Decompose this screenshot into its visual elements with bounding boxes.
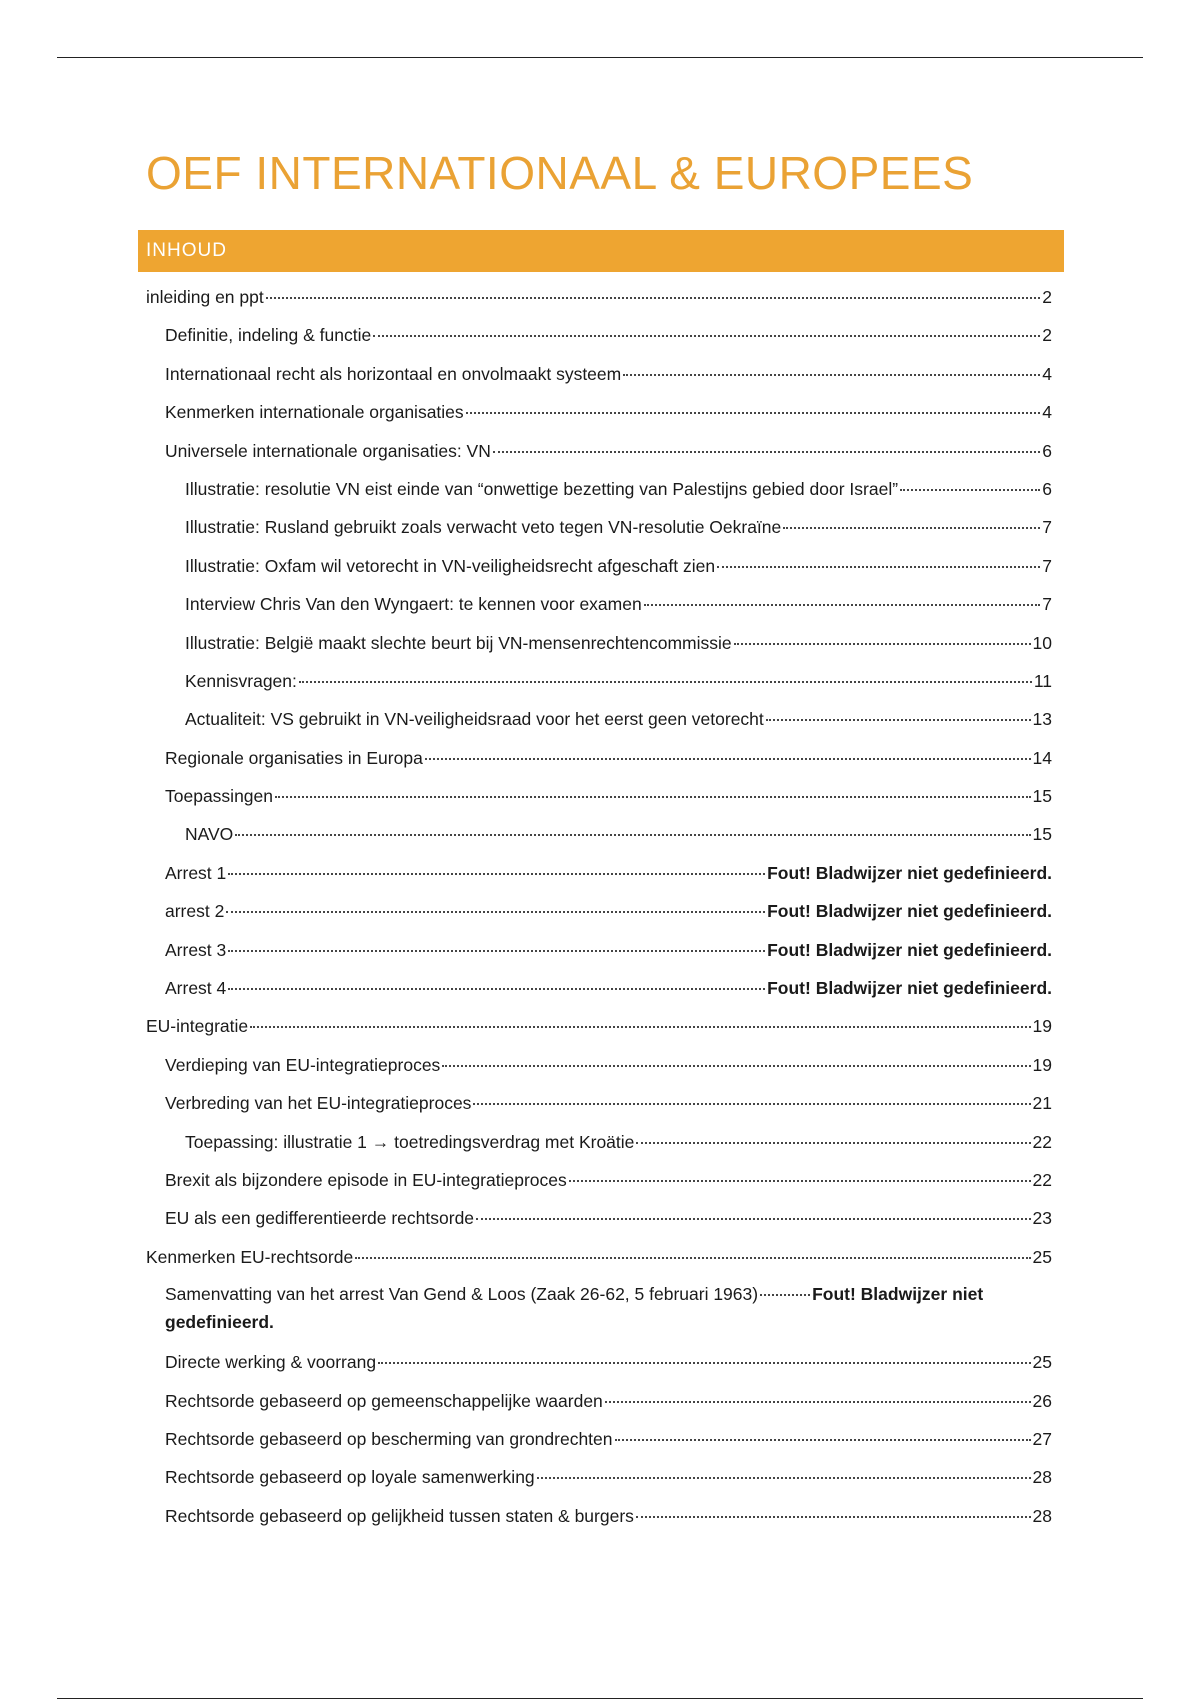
- toc-entry[interactable]: [146, 1499, 1052, 1537]
- toc-dot-leader: [235, 834, 1030, 836]
- toc-page-number: 22: [1032, 1169, 1052, 1190]
- toc-dot-leader: [473, 1103, 1030, 1105]
- toc-entry[interactable]: [146, 1460, 1052, 1498]
- toc-entry[interactable]: [146, 1009, 1052, 1047]
- toc-entry-title: Definitie, indeling & functie: [165, 325, 372, 346]
- toc-entry[interactable]: [146, 1163, 1052, 1201]
- toc-page-number: 15: [1032, 824, 1052, 845]
- toc-page-number: 14: [1032, 747, 1052, 768]
- toc-entry-title: Arrest 4: [165, 978, 227, 999]
- toc-entry[interactable]: [146, 395, 1052, 433]
- toc-dot-leader: [442, 1065, 1030, 1067]
- toc-bookmark-error: Fout! Bladwijzer niet gedefinieerd.: [767, 862, 1052, 883]
- toc-entry[interactable]: [146, 280, 1052, 318]
- toc-dot-leader: [636, 1516, 1031, 1518]
- toc-dot-leader: [355, 1257, 1030, 1259]
- toc-entry-title: Verdieping van EU-integratieproces: [165, 1054, 441, 1075]
- toc-page-number: 11: [1033, 670, 1052, 691]
- toc-dot-leader: [299, 681, 1032, 683]
- document-title: OEF INTERNATIONAAL & EUROPEES: [146, 147, 974, 199]
- toc-entry-title: Rechtsorde gebaseerd op gelijkheid tussen staten & burgers: [165, 1505, 634, 1526]
- toc-dot-leader: [275, 796, 1031, 798]
- toc-entry-title: Kenmerken internationale organisaties: [165, 402, 464, 423]
- toc-entry-title: Actualiteit: VS gebruikt in VN-veiligheidsraad voor het eerst geen vetorecht: [185, 709, 764, 730]
- toc-dot-leader: [266, 297, 1041, 299]
- toc-entry-title: Samenvatting van het arrest Van Gend & Loos (Zaak 26-62, 5 februari 1963): [165, 1284, 759, 1305]
- toc-entry-title: NAVO: [185, 824, 234, 845]
- toc-heading-bar: [138, 230, 1064, 272]
- toc-dot-leader: [493, 451, 1040, 453]
- toc-dot-leader: [250, 1026, 1030, 1028]
- toc-entry[interactable]: [146, 702, 1052, 740]
- toc-entry[interactable]: [146, 1048, 1052, 1086]
- toc-entry[interactable]: [146, 1384, 1052, 1422]
- toc-bookmark-error: Fout! Bladwijzer niet gedefinieerd.: [165, 1284, 984, 1333]
- toc-entry[interactable]: [146, 626, 1052, 664]
- toc-page-number: 21: [1032, 1093, 1052, 1114]
- toc-dot-leader: [476, 1218, 1030, 1220]
- toc-entry[interactable]: [146, 1422, 1052, 1460]
- toc-page-number: 10: [1032, 632, 1052, 653]
- toc-entry-title: Arrest 3: [165, 939, 227, 960]
- toc-page-number: 25: [1032, 1352, 1052, 1373]
- toc-entry-title: EU-integratie: [146, 1016, 249, 1037]
- toc-entry-title: Brexit als bijzondere episode in EU-integratieproces: [165, 1169, 567, 1190]
- toc-dot-leader: [783, 527, 1040, 529]
- toc-dot-leader: [466, 412, 1041, 414]
- toc-entry[interactable]: [146, 318, 1052, 356]
- toc-dot-leader: [228, 988, 765, 990]
- toc-entry[interactable]: [146, 1086, 1052, 1124]
- toc-entry-title: Illustratie: Oxfam wil vetorecht in VN-veiligheidsrecht afgeschaft zien: [185, 555, 716, 576]
- toc-dot-leader: [569, 1180, 1031, 1182]
- toc-dot-leader: [734, 643, 1031, 645]
- toc-entry[interactable]: [146, 1278, 1052, 1345]
- toc-page-number: 27: [1032, 1428, 1052, 1449]
- toc-entry[interactable]: [146, 434, 1052, 472]
- toc-page-number: 22: [1032, 1131, 1052, 1152]
- header-rule: [57, 57, 1143, 58]
- toc-entry[interactable]: [146, 894, 1052, 932]
- toc-entry[interactable]: [146, 817, 1052, 855]
- toc-entry[interactable]: [146, 971, 1052, 1009]
- toc-page-number: 4: [1042, 402, 1052, 423]
- toc-entry[interactable]: [146, 549, 1052, 587]
- toc-dot-leader: [760, 1294, 810, 1296]
- toc-entry-title: Toepassing: illustratie 1 → toetredingsverdrag met Kroätie: [185, 1131, 635, 1152]
- toc-page-number: 25: [1032, 1246, 1052, 1267]
- toc-entry[interactable]: [146, 472, 1052, 510]
- toc-heading: INHOUD: [146, 240, 227, 261]
- toc-entry[interactable]: [146, 1201, 1052, 1239]
- toc-entry-title: Toepassingen: [165, 786, 273, 807]
- toc-page-number: 7: [1042, 555, 1052, 576]
- toc-page-number: 13: [1032, 709, 1052, 730]
- toc-entry[interactable]: [146, 933, 1052, 971]
- toc-entry[interactable]: [146, 856, 1052, 894]
- toc-entry-title: Rechtsorde gebaseerd op loyale samenwerking: [165, 1467, 535, 1488]
- toc-entry[interactable]: [146, 1345, 1052, 1383]
- toc-bookmark-error: Fout! Bladwijzer niet gedefinieerd.: [767, 978, 1052, 999]
- toc-entry-title: Directe werking & voorrang: [165, 1352, 377, 1373]
- toc-entry-title: Interview Chris Van den Wyngaert: te kennen voor examen: [185, 594, 642, 615]
- table-of-contents: [146, 280, 1052, 1537]
- toc-entry[interactable]: [146, 587, 1052, 625]
- toc-dot-leader: [228, 950, 765, 952]
- toc-dot-leader: [373, 335, 1040, 337]
- toc-dot-leader: [228, 873, 765, 875]
- toc-dot-leader: [425, 758, 1031, 760]
- toc-page-number: 23: [1032, 1208, 1052, 1229]
- toc-entry-title: Kennisvragen:: [185, 670, 297, 691]
- toc-entry-title: EU als een gedifferentieerde rechtsorde: [165, 1208, 475, 1229]
- toc-entry-title: Arrest 1: [165, 862, 227, 883]
- toc-entry-title: Rechtsorde gebaseerd op gemeenschappelijke waarden: [165, 1390, 603, 1411]
- toc-page-number: 28: [1032, 1467, 1052, 1488]
- toc-page-number: 19: [1032, 1016, 1052, 1037]
- toc-dot-leader: [623, 374, 1040, 376]
- toc-entry-title: Illustratie: resolutie VN eist einde van “onwettige bezetting van Palestijns gebied door Israel”: [185, 478, 899, 499]
- footer-rule: [57, 1698, 1143, 1699]
- toc-page-number: 6: [1042, 440, 1052, 461]
- toc-dot-leader: [636, 1142, 1030, 1144]
- toc-dot-leader: [717, 566, 1040, 568]
- toc-entry-title: Internationaal recht als horizontaal en onvolmaakt systeem: [165, 363, 622, 384]
- toc-entry[interactable]: [146, 779, 1052, 817]
- toc-page-number: 6: [1042, 478, 1052, 499]
- toc-entry-title: Rechtsorde gebaseerd op bescherming van grondrechten: [165, 1428, 613, 1449]
- toc-dot-leader: [537, 1477, 1031, 1479]
- toc-page-number: 4: [1042, 363, 1052, 384]
- toc-bookmark-error: Fout! Bladwijzer niet gedefinieerd.: [767, 939, 1052, 960]
- toc-page-number: 2: [1042, 325, 1052, 346]
- toc-page-number: 7: [1042, 594, 1052, 615]
- toc-page-number: 28: [1032, 1505, 1052, 1526]
- toc-page-number: 2: [1042, 287, 1052, 307]
- toc-entry-title: Illustratie: Rusland gebruikt zoals verwacht veto tegen VN-resolutie Oekraïne: [185, 517, 782, 538]
- toc-dot-leader: [615, 1439, 1031, 1441]
- toc-entry-title: Universele internationale organisaties: VN: [165, 440, 491, 461]
- toc-entry-title: Illustratie: België maakt slechte beurt bij VN-mensenrechtencommissie: [185, 632, 732, 653]
- toc-entry-title: Kenmerken EU-rechtsorde: [146, 1246, 354, 1267]
- toc-page-number: 15: [1032, 786, 1052, 807]
- toc-dot-leader: [605, 1401, 1031, 1403]
- toc-dot-leader: [378, 1362, 1030, 1364]
- toc-entry[interactable]: [146, 741, 1052, 779]
- toc-entry[interactable]: [146, 1125, 1052, 1163]
- toc-entry-title: Verbreding van het EU-integratieproces: [165, 1093, 472, 1114]
- toc-entry[interactable]: [146, 357, 1052, 395]
- toc-page-number: 19: [1032, 1054, 1052, 1075]
- toc-page-number: 26: [1032, 1390, 1052, 1411]
- toc-dot-leader: [766, 719, 1031, 721]
- toc-entry-title: inleiding en ppt: [146, 287, 264, 307]
- toc-entry[interactable]: [146, 664, 1052, 702]
- toc-entry-title: arrest 2: [165, 901, 225, 922]
- toc-dot-leader: [644, 604, 1041, 606]
- toc-page-number: 7: [1042, 517, 1052, 538]
- toc-entry[interactable]: [146, 510, 1052, 548]
- toc-entry[interactable]: [146, 1240, 1052, 1278]
- toc-entry-title: Regionale organisaties in Europa: [165, 747, 423, 768]
- toc-bookmark-error: Fout! Bladwijzer niet gedefinieerd.: [767, 901, 1052, 922]
- toc-dot-leader: [226, 911, 765, 913]
- toc-dot-leader: [900, 489, 1040, 491]
